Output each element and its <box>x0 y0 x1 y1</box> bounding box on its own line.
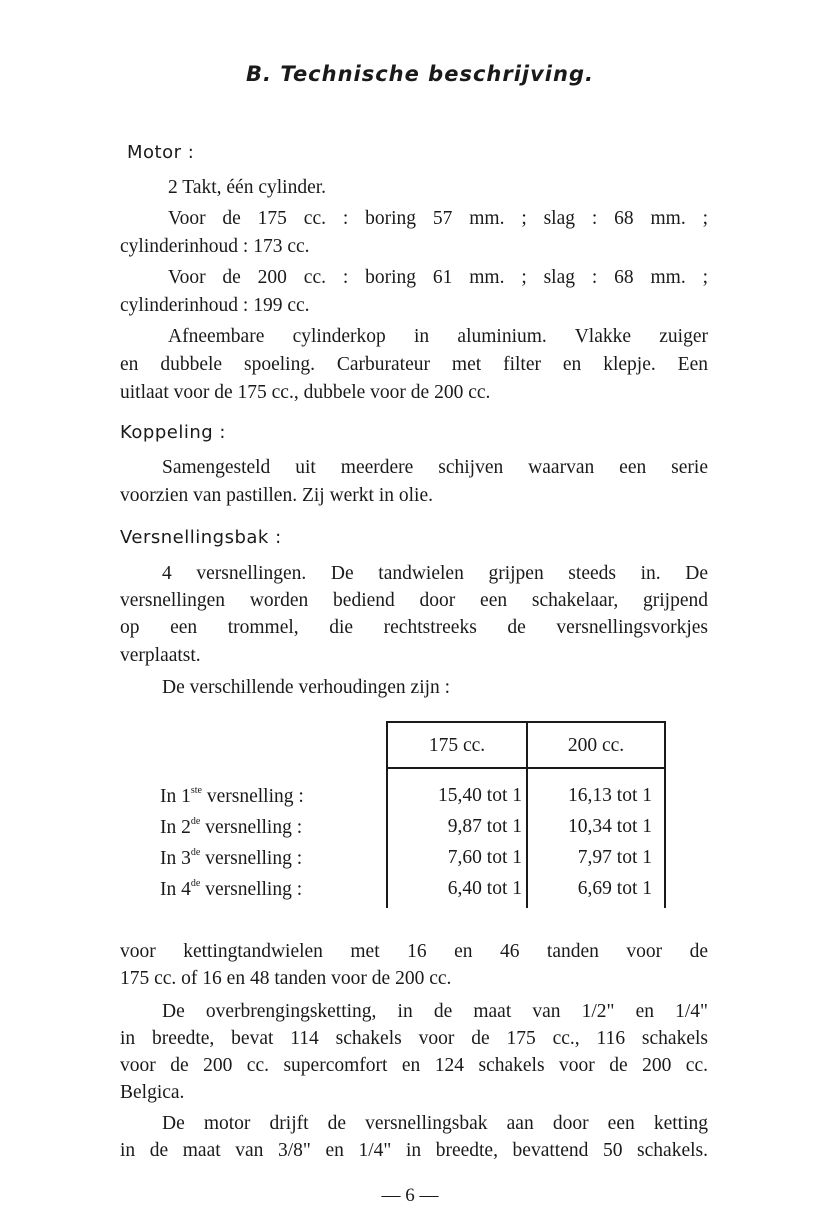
body-line: voor kettingtandwielen met 16 en 46 tanden voor de <box>120 941 708 962</box>
table-rule <box>664 721 666 908</box>
body-line: in de maat van 3/8" en 1/4" in breedte, bevattend 50 schakels. <box>120 1140 708 1161</box>
motor-line: cylinderinhoud : 199 cc. <box>120 295 310 316</box>
koppeling-heading: Koppeling : <box>120 422 226 443</box>
versnellingsbak-line: versnellingen worden bediend door een schakelaar, grijpend <box>120 590 708 611</box>
table-rule <box>386 767 666 769</box>
table-cell: 6,40 tot 1 <box>447 878 522 899</box>
motor-line: uitlaat voor de 175 cc., dubbele voor de 200 cc. <box>120 382 491 403</box>
table-header-200: 200 cc. <box>567 735 625 756</box>
koppeling-line: voorzien van pastillen. Zij werkt in olie. <box>120 485 433 506</box>
table-header-175: 175 cc. <box>428 735 486 756</box>
table-cell: 15,40 tot 1 <box>438 785 522 806</box>
ratio-table <box>386 721 666 908</box>
table-row-label: In 1ste versnelling : <box>160 785 304 807</box>
motor-line: 2 Takt, één cylinder. <box>168 177 327 198</box>
page-title: B. Technische beschrijving. <box>246 62 594 86</box>
motor-line: Voor de 175 cc. : boring 57 mm. ; slag : 68 mm. ; <box>168 208 708 229</box>
body-line: De overbrengingsketting, in de maat van 1/2" en 1/4" <box>162 1001 708 1022</box>
table-cell: 10,34 tot 1 <box>568 816 652 837</box>
table-row-label: In 4de versnelling : <box>160 878 303 900</box>
table-rule <box>386 721 666 723</box>
body-line: 175 cc. of 16 en 48 tanden voor de 200 cc. <box>120 968 452 989</box>
motor-heading: Motor : <box>127 142 195 163</box>
versnellingsbak-line: verplaatst. <box>120 645 201 666</box>
versnellingsbak-line: De verschillende verhoudingen zijn : <box>162 677 451 698</box>
motor-line: en dubbele spoeling. Carburateur met filter en klepje. Een <box>120 354 708 375</box>
motor-line: Voor de 200 cc. : boring 61 mm. ; slag : 68 mm. ; <box>168 267 708 288</box>
versnellingsbak-heading: Versnellingsbak : <box>120 527 282 548</box>
motor-line: Afneembare cylinderkop in aluminium. Vlakke zuiger <box>168 326 708 347</box>
table-cell: 9,87 tot 1 <box>447 816 522 837</box>
body-line: voor de 200 cc. supercomfort en 124 schakels voor de 200 cc. <box>120 1055 708 1076</box>
body-line: Belgica. <box>120 1082 185 1103</box>
table-row-label: In 2de versnelling : <box>160 816 303 838</box>
table-cell: 6,69 tot 1 <box>577 878 652 899</box>
versnellingsbak-line: 4 versnellingen. De tandwielen grijpen steeds in. De <box>162 563 708 584</box>
motor-line: cylinderinhoud : 173 cc. <box>120 236 310 257</box>
body-line: in breedte, bevat 114 schakels voor de 175 cc., 116 schakels <box>120 1028 708 1049</box>
koppeling-line: Samengesteld uit meerdere schijven waarvan een serie <box>162 457 708 478</box>
page-number: — 6 — <box>381 1185 439 1206</box>
versnellingsbak-line: op een trommel, die rechtstreeks de versnellingsvorkjes <box>120 617 708 638</box>
table-cell: 7,60 tot 1 <box>447 847 522 868</box>
table-cell: 7,97 tot 1 <box>577 847 652 868</box>
table-cell: 16,13 tot 1 <box>568 785 652 806</box>
table-row-label: In 3de versnelling : <box>160 847 303 869</box>
body-line: De motor drijft de versnellingsbak aan door een ketting <box>162 1113 708 1134</box>
